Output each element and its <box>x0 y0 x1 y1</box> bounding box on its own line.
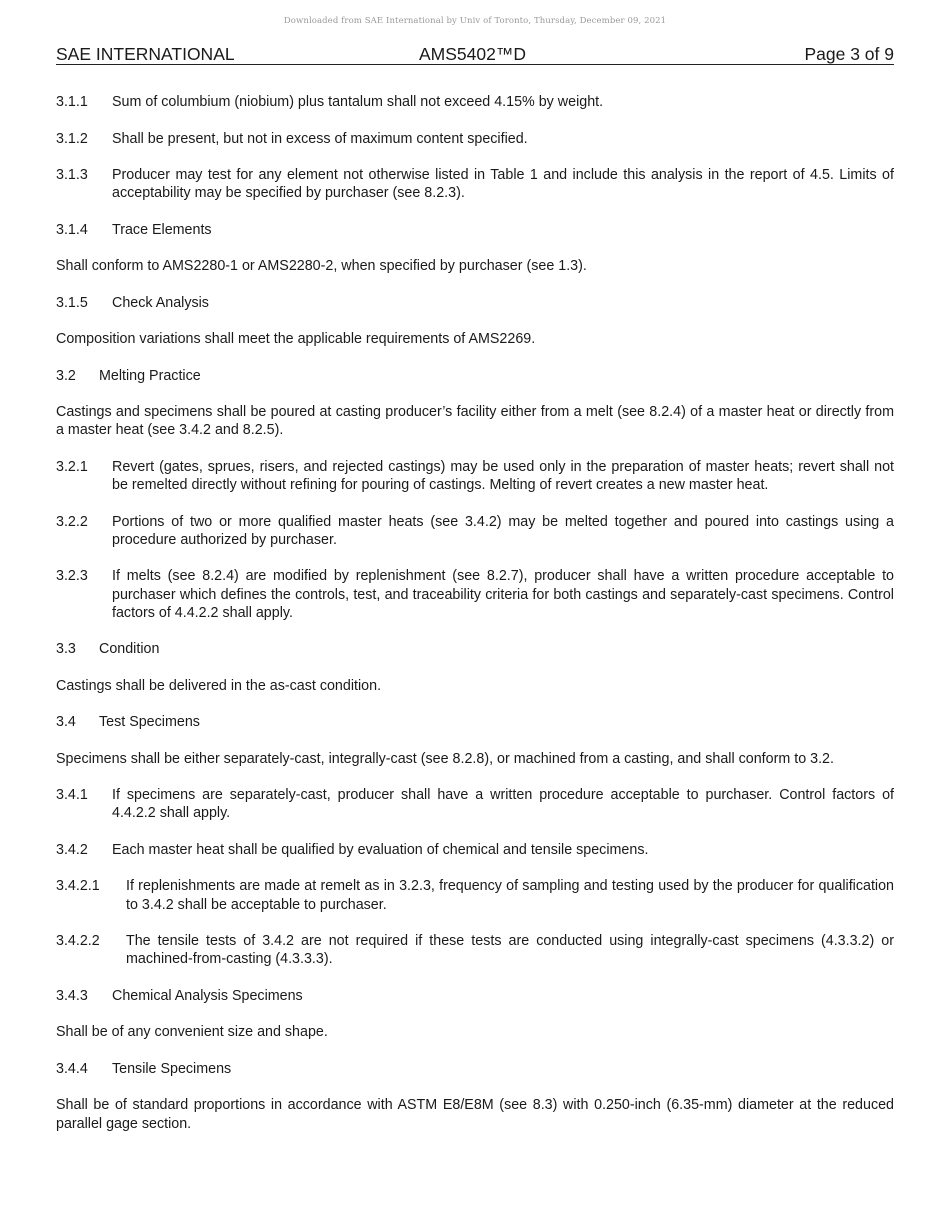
header-page-number: Page 3 of 9 <box>804 44 894 64</box>
paragraph-3-4-3: Shall be of any convenient size and shape. <box>56 1024 328 1041</box>
paragraph-3-1-5: Composition variations shall meet the applicable requirements of AMS2269. <box>56 331 536 348</box>
heading-3-4-4 <box>56 1060 894 1078</box>
clause-3-1-3 <box>56 166 894 202</box>
clause-text: If replenishments are made at remelt as in 3.2.3, frequency of sampling and testing used by the producer for qualification to 3.4.2 shall be acceptable to purchaser. <box>126 878 894 913</box>
clause-number: 3.4.2 <box>56 841 88 858</box>
clause-3-2-1 <box>56 458 894 494</box>
clause-text: Each master heat shall be qualified by evaluation of chemical and tensile specimens. <box>112 841 649 858</box>
download-watermark: Downloaded from SAE International by Univ of Toronto, Thursday, December 09, 2021 <box>283 16 667 26</box>
heading-title: Check Analysis <box>112 294 209 311</box>
clause-text: Sum of columbium (niobium) plus tantalum shall not exceed 4.15% by weight. <box>112 94 604 110</box>
paragraph-3-2: Castings and specimens shall be poured at casting producer’s facility either from a melt (see 8.2.4) of a master heat or directly from a master heat (see 3.4.2 and 8.2.5). <box>56 404 894 439</box>
paragraph-3-4-4: Shall be of standard proportions in accordance with ASTM E8/E8M (see 8.3) with 0.250-inch (6.35-mm) diameter at the reduced parallel gage section. <box>56 1097 894 1132</box>
clause-number: 3.1.1 <box>56 94 88 110</box>
clause-number: 3.2.2 <box>56 513 88 530</box>
paragraph-3-1-4: Shall conform to AMS2280-1 or AMS2280-2, when specified by purchaser (see 1.3). <box>56 258 587 275</box>
clause-3-4-2-2 <box>56 932 894 968</box>
clause-text: Portions of two or more qualified master heats (see 3.4.2) may be melted together and poured into castings using a procedure authorized by purchaser. <box>112 513 894 548</box>
clause-3-2-3 <box>56 567 894 622</box>
clause-text: Shall be present, but not in excess of maximum content specified. <box>112 130 528 147</box>
clause-3-2-2 <box>56 513 894 549</box>
heading-3-4-3 <box>56 987 894 1005</box>
heading-number: 3.4.4 <box>56 1060 88 1077</box>
heading-3-1-4 <box>56 221 894 239</box>
clause-3-4-2 <box>56 841 894 859</box>
document-body <box>56 93 894 1151</box>
clause-3-4-2-1 <box>56 877 894 913</box>
header-document-number: AMS5402™D <box>419 44 526 64</box>
heading-3-4 <box>56 713 894 731</box>
heading-number: 3.2 <box>56 367 76 384</box>
heading-number: 3.1.4 <box>56 221 88 238</box>
heading-title: Tensile Specimens <box>112 1060 232 1077</box>
paragraph-3-3: Castings shall be delivered in the as-cast condition. <box>56 677 382 694</box>
clause-3-1-2 <box>56 130 894 148</box>
clause-text: If melts (see 8.2.4) are modified by replenishment (see 8.2.7), producer shall have a written procedure acceptable to purchaser which defines the controls, test, and traceability criteria for both castings and separately-cast specimens. Control factors of 4.4.2.2 shall apply. <box>112 568 894 621</box>
clause-number: 3.1.2 <box>56 130 88 147</box>
clause-3-4-1 <box>56 786 894 822</box>
heading-3-1-5 <box>56 294 894 312</box>
heading-title: Melting Practice <box>99 367 201 384</box>
clause-text: Revert (gates, sprues, risers, and rejected castings) may be used only in the preparation of master heats; revert shall not be remelted directly without refining for pouring of castings. Melting of revert creates a new master heat. <box>112 458 894 494</box>
clause-number: 3.2.1 <box>56 458 88 475</box>
heading-3-2 <box>56 367 894 385</box>
clause-number: 3.2.3 <box>56 568 88 585</box>
heading-title: Trace Elements <box>112 221 212 238</box>
clause-text: Producer may test for any element not otherwise listed in Table 1 and include this analysis in the report of 4.5. Limits of acceptability may be specified by purchaser (see 8.2.3). <box>112 167 894 202</box>
heading-3-3 <box>56 640 894 658</box>
heading-title: Test Specimens <box>99 714 200 731</box>
paragraph-3-4: Specimens shall be either separately-cast, integrally-cast (see 8.2.8), or machined from a casting, and shall conform to 3.2. <box>56 750 834 767</box>
header-organization: SAE INTERNATIONAL <box>56 44 235 64</box>
heading-number: 3.3 <box>56 641 76 658</box>
heading-number: 3.4.3 <box>56 987 88 1004</box>
heading-number: 3.4 <box>56 714 76 731</box>
clause-text: If specimens are separately-cast, producer shall have a written procedure acceptable to purchaser. Control factors of 4.4.2.2 shall apply. <box>112 787 894 822</box>
heading-number: 3.1.5 <box>56 294 88 311</box>
clause-number: 3.4.1 <box>56 787 88 804</box>
clause-number: 3.1.3 <box>56 167 88 183</box>
clause-number: 3.4.2.2 <box>56 933 100 950</box>
clause-number: 3.4.2.1 <box>56 878 100 895</box>
clause-text: The tensile tests of 3.4.2 are not required if these tests are conducted using integrally-cast specimens (4.3.3.2) or machined-from-casting (4.3.3.3). <box>126 933 894 968</box>
page-header <box>56 44 894 65</box>
clause-3-1-1 <box>56 93 894 111</box>
heading-title: Condition <box>99 641 160 658</box>
heading-title: Chemical Analysis Specimens <box>112 987 303 1004</box>
